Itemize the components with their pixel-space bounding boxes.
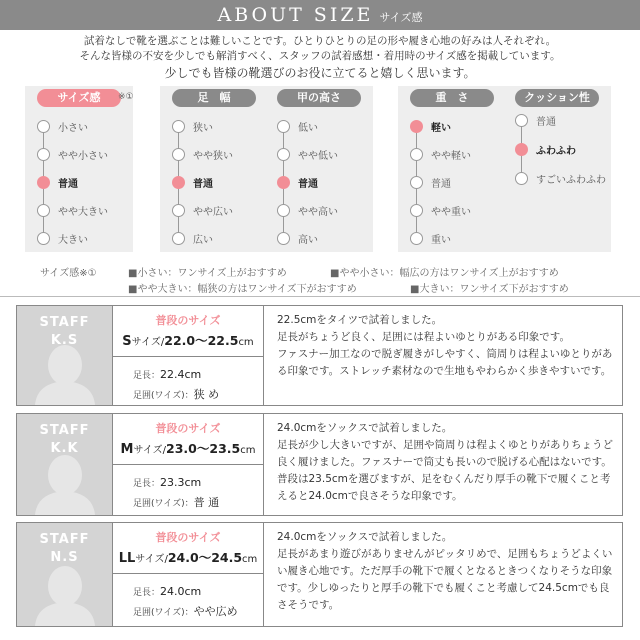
legend-item: ■やや小さい：幅広の方はワンサイズ上がおすすめ [330,268,559,279]
comment-line: 普段は23.5cmを選びますが、足をむくんだり厚手の靴下で履くこと考 [277,473,611,485]
legend-heading: サイズ感※① [40,268,97,279]
option-label: やや狭い [193,150,233,162]
option-label: 狭い [193,122,213,134]
option-label: 大きい [58,234,88,246]
dot-icon [515,172,528,185]
dot-icon [37,232,50,245]
dot-icon [277,232,290,245]
scale-option [37,231,88,245]
foot-width-value: 普 通 [193,496,220,509]
size-code: LL [118,551,136,566]
option-label: 広い [193,234,213,246]
comment-line: 良く履けました。ファスナーで筒丈も長いので脱げる心配はないです。 [277,456,612,468]
staff-label [17,531,112,567]
dot-icon [410,232,423,245]
foot-length [133,368,201,381]
scale-option [172,231,213,245]
dot-icon [37,204,50,217]
panel-title: クッション性 [515,89,599,107]
option-label: すごいふわふわ [536,174,606,186]
scale-option [172,175,213,189]
panel-3 [398,86,506,252]
title-en: ABOUT SIZE [217,4,374,26]
dot-icon [515,114,528,127]
option-label: 高い [298,234,318,246]
size-range: 22.0〜22.5 [164,333,239,348]
usual-size-box [112,414,264,515]
intro-text [0,34,640,82]
option-label: 普通 [193,178,213,190]
comment-line: さそうです。 [277,599,340,611]
panel-title: 足 幅 [172,89,256,107]
staff-card [16,413,623,516]
staff-label-top: STAFF [39,423,90,438]
staff-photo [17,306,112,405]
option-label: ふわふわ [536,145,576,157]
usual-size-heading: 普段のサイズ [155,531,221,544]
title-jp: サイズ感 [379,11,423,24]
intro-line-1: 試着なしで靴を選ぶことは難しいことです。ひとりひとりの足の形や履き心地の好みは人それぞれ。 [83,35,557,47]
usual-size-box [112,306,264,405]
staff-label [17,314,112,350]
option-label: 小さい [58,122,88,134]
dot-icon [410,176,423,189]
size-range: 24.0〜24.5 [167,550,243,565]
size-unit: cm [242,554,258,565]
staff-photo [17,523,112,626]
option-label: やや広い [193,206,233,218]
foot-length-value: 22.4cm [160,368,202,381]
usual-size [113,547,263,566]
panel-2 [265,86,373,252]
staff-label-top: STAFF [39,532,90,547]
panel-title: 甲の高さ [277,89,361,107]
size-unit: cm [238,337,254,348]
dot-icon [172,120,185,133]
scale-option [277,231,318,245]
dot-icon [277,120,290,133]
selected-dot-icon [172,176,185,189]
foot-width-label: 足囲(ワイズ)： [133,391,194,401]
foot-width-label: 足囲(ワイズ)： [133,608,194,618]
legend-item: ■大きい：ワンサイズ下がおすすめ [410,284,569,295]
foot-length [133,585,201,598]
scale-option [277,203,338,217]
comment-line: です。少しゆったりと厚手の靴下でも履くこと考慮して24.5cmでも良 [277,582,610,594]
scale-option [410,231,451,245]
staff-comment [277,420,617,505]
panel-note: ※① [118,92,134,102]
foot-width [133,494,219,510]
dot-icon [277,148,290,161]
foot-width [133,603,238,619]
panel-4 [503,86,611,252]
staff-comment [277,312,617,380]
dot-icon [277,204,290,217]
legend-item: ■やや大きい：幅狭の方はワンサイズ下がおすすめ [128,284,357,295]
foot-width-value: やや広め [193,605,238,618]
scale-option [172,147,233,161]
scale-option [410,119,451,133]
usual-size-heading: 普段のサイズ [155,314,221,327]
foot-width-label: 足囲(ワイズ)： [133,499,194,509]
foot-width-value: 狭 め [193,388,220,401]
scale-option [37,203,108,217]
comment-line: い履き心地です。ただ厚手の靴下で履くとなるときつくなりそうな印象 [277,565,613,577]
size-code: M [120,442,134,457]
divider [0,296,640,297]
divider [113,464,263,465]
option-label: 普通 [431,178,451,190]
dot-icon [172,148,185,161]
comment-line: 足長があまり遊びがありませんがピッタリめで、足囲もちょうどよくい [277,548,613,560]
intro-line-3: 少しでも皆様の靴選びのお役に立てると嬉しく思います。 [164,66,476,80]
size-unit: cm [240,445,256,456]
scale-option [172,119,213,133]
option-label: やや高い [298,206,338,218]
foot-length-label: 足長： [133,588,161,598]
option-label: 低い [298,122,318,134]
usual-size [113,330,263,349]
size-code: S [122,334,132,349]
option-label: 重い [431,234,451,246]
dot-icon [37,148,50,161]
selected-dot-icon [410,120,423,133]
foot-length-value: 24.0cm [160,585,202,598]
scale-option [277,119,318,133]
option-label: やや低い [298,150,338,162]
dot-icon [172,204,185,217]
option-label: 軽い [431,122,451,134]
scale-option [515,171,606,185]
foot-length [133,476,201,489]
staff-photo [17,414,112,515]
usual-size-heading: 普段のサイズ [155,422,221,435]
panel-title: 重 さ [410,89,494,107]
foot-length-label: 足長： [133,371,161,381]
option-label: やや重い [431,206,471,218]
selected-dot-icon [277,176,290,189]
scale-option [37,175,78,189]
scale-option [37,147,108,161]
option-label: 普通 [58,178,78,190]
usual-size-box [112,523,264,626]
scale-option [410,147,471,161]
scale-option [410,203,471,217]
intro-line-2: そんな皆様の不安を少しでも解消すべく、スタッフの試着感想・着用時のサイズ感を掲載しています。 [79,50,561,62]
comment-line: えると24.0cmで良さそうな印象です。 [277,490,463,502]
option-label: やや軽い [431,150,471,162]
comment-line: 24.0cmをソックスで試着しました。 [277,422,453,434]
comment-line: 足長が少し大きいですが、足囲や筒周りは程よくゆとりがありちょうど [277,439,613,451]
usual-size [113,438,263,457]
divider [113,356,263,357]
size-label: サイズ/ [133,445,167,456]
divider [113,573,263,574]
scale-option [277,147,338,161]
page-title [0,2,640,31]
panel-0 [25,86,133,252]
staff-label [17,422,112,458]
option-label: やや大きい [58,206,108,218]
staff-label-bottom: N.S [50,550,79,565]
option-label: やや小さい [58,150,108,162]
dot-icon [410,204,423,217]
comment-line: 足長がちょうど良く、足囲には程よいゆとりがある印象です。 [277,331,570,343]
staff-label-bottom: K.S [50,333,79,348]
selected-dot-icon [37,176,50,189]
size-label: サイズ/ [135,554,168,565]
foot-length-label: 足長： [133,479,161,489]
staff-label-bottom: K.K [50,441,79,456]
scale-option [515,113,556,127]
size-range: 23.0〜23.5 [166,441,241,456]
comment-line: る印象です。ストレッチ素材なので生地もやわらかく歩きやすいです。 [277,365,612,377]
panel-1 [160,86,268,252]
scale-option [277,175,318,189]
comment-line: 24.0cmをソックスで試着しました。 [277,531,453,543]
option-label: 普通 [536,116,556,128]
scale-option [172,203,233,217]
dot-icon [37,120,50,133]
comment-line: ファスナー加工なので脱ぎ履きがしやすく、筒周りは程よいゆとりがあ [277,348,613,360]
selected-dot-icon [515,143,528,156]
scale-option [37,119,88,133]
dot-icon [410,148,423,161]
legend-item: ■小さい：ワンサイズ上がおすすめ [128,268,287,279]
comment-line: 22.5cmをタイツで試着しました。 [277,314,443,326]
scale-option [515,142,576,156]
size-label: サイズ/ [131,337,165,348]
foot-length-value: 23.3cm [160,476,202,489]
staff-label-top: STAFF [39,315,90,330]
panel-title: サイズ感 [37,89,121,107]
staff-card [16,522,623,627]
scale-option [410,175,451,189]
staff-card [16,305,623,406]
staff-comment [277,529,617,614]
foot-width [133,386,219,402]
dot-icon [172,232,185,245]
option-label: 普通 [298,178,318,190]
